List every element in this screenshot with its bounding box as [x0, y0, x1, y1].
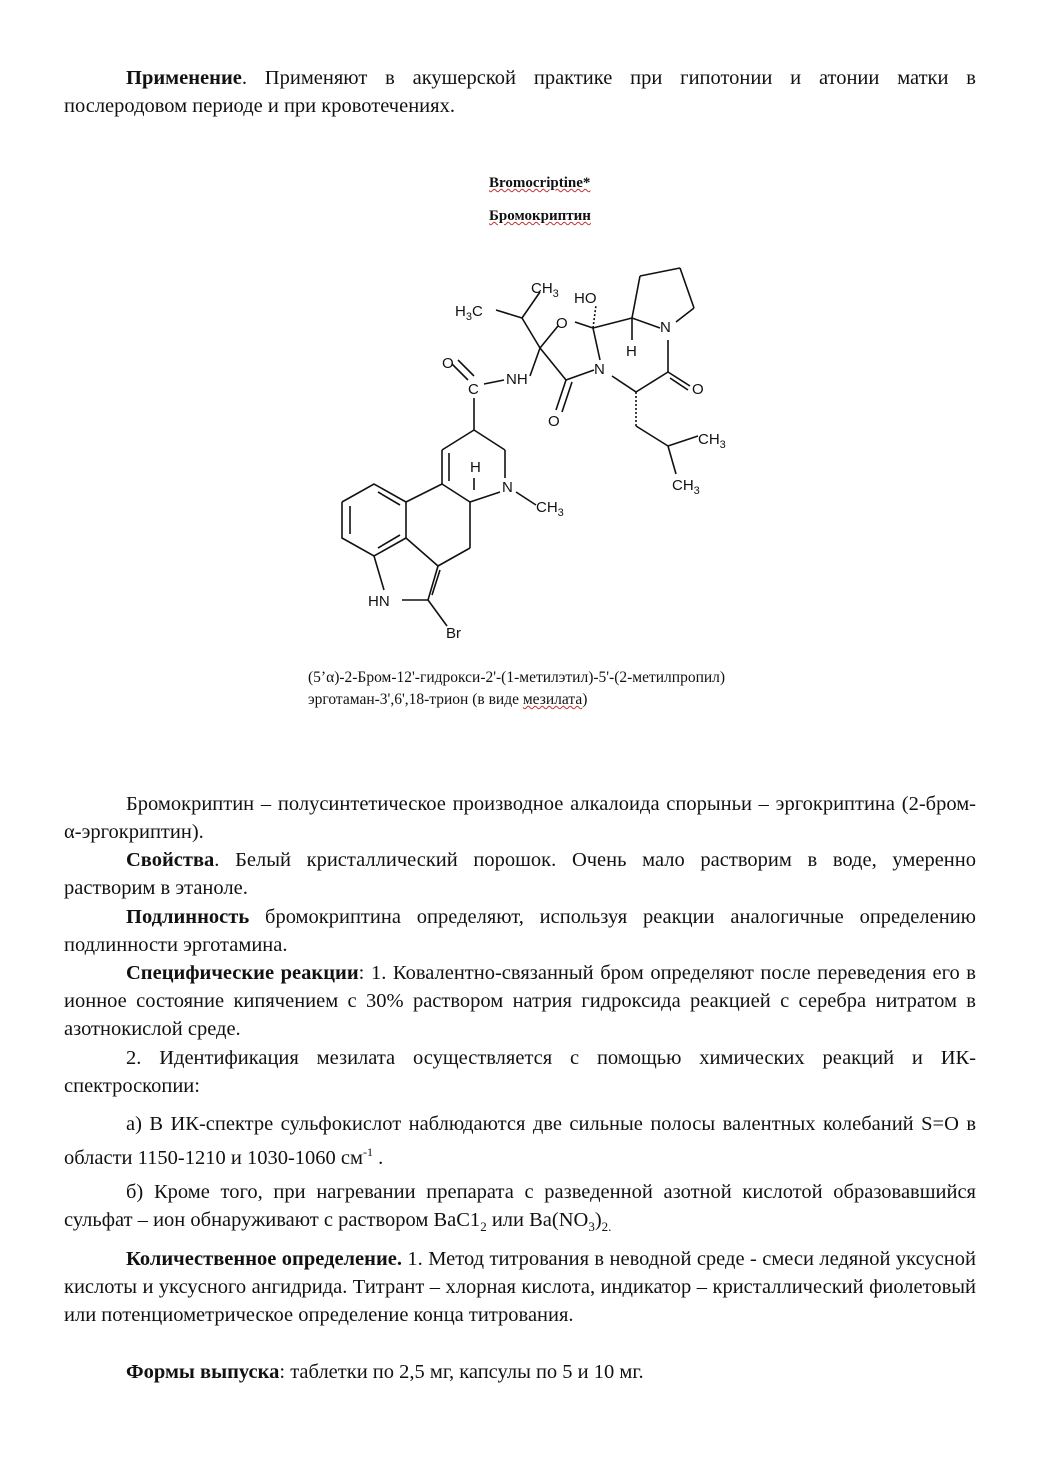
- label-o-ring: O: [556, 315, 568, 332]
- mesylate-paragraph: 2. Идентификация мезилата осуществляется с помощью химических реакций и ИК-спектроскопии:: [64, 1047, 976, 1097]
- label-h-lysergic: H: [470, 459, 481, 476]
- label-c-amide: C: [468, 381, 479, 398]
- label-nh: NH: [506, 371, 528, 388]
- application-text: . Применяют в акушерской практике при гипотонии и атонии матки в послеродовом периоде и при кровотечениях.: [64, 67, 976, 117]
- label-ch3-top: $CH_3$: [531, 280, 559, 300]
- application-heading: Применение: [126, 67, 242, 89]
- benzene-ring: [342, 484, 406, 556]
- bromocriptine-structure: [0, 240, 1039, 660]
- identity-paragraph: Подлинность бромокриптина определяют, используя реакции аналогичные определению подлинности эрготамина.: [64, 906, 976, 956]
- properties-paragraph: Свойства. Белый кристаллический порошок. Очень мало растворим в воде, умеренно растворим в этаноле.: [64, 849, 976, 899]
- application-paragraph: [64, 64, 976, 120]
- figure-title-ru: Бромокриптин: [489, 208, 591, 224]
- iupac-name-line2: эрготаман-3',6',18-трион (в виде мезилата): [308, 691, 588, 708]
- ir-spectrum-paragraph: а) В ИК-спектре сульфокислот наблюдаются две сильные полосы валентных колебаний S=O в области 1150-1210 и 1030-1060 $см^{-1}$ .: [64, 1113, 976, 1169]
- label-ch3-isobutyl-1: $CH_3$: [698, 431, 726, 451]
- label-o-lower: O: [548, 413, 560, 430]
- label-o-right: O: [692, 381, 704, 398]
- label-ch3-nmethyl: $CH_3$: [536, 499, 564, 519]
- label-ho: HO: [574, 290, 597, 307]
- label-n-methyl: N: [502, 479, 513, 496]
- label-h-ring: H: [626, 343, 637, 360]
- label-n-ring: N: [594, 361, 605, 378]
- label-n-pyrrolidine: N: [660, 319, 671, 336]
- label-hn: HN: [368, 593, 390, 610]
- sulfate-paragraph: б) Кроме того, при нагревании препарата с разведенной азотной кислотой образовавшийся сульфат – ион обнаруживают с раствором $BaC1_2$ или $Ba(NO_3)_{2.}$: [64, 1181, 976, 1235]
- label-h3c: $H_3C$: [455, 303, 483, 323]
- label-ch3-isobutyl-2: $CH_3$: [672, 477, 700, 497]
- label-br: Br: [446, 625, 461, 642]
- figure-title-en: Bromocriptine*: [489, 175, 591, 191]
- dosage-forms-paragraph: Формы выпуска: таблетки по 2,5 мг, капсулы по 5 и 10 мг.: [126, 1361, 644, 1383]
- quantitative-paragraph: Количественное определение. 1. Метод титрования в неводной среде - смеси ледяной уксусной кислоты и уксусного ангидрида. Титрант – хлорная кислота, индикатор – кристаллический фиолетовый или потенциометрическое определение конца титрования.: [64, 1248, 976, 1326]
- label-o-amide: O: [442, 355, 454, 372]
- specific-reactions-paragraph: Специфические реакции: 1. Ковалентно-связанный бром определяют после переведения его в ионное состояние кипячением с 30% раствором натрия гидроксида реакцией с серебра нитратом в азотнокислой среде.: [64, 962, 976, 1040]
- description-paragraph: Бромокриптин – полусинтетическое производное алкалоида спорыньи – эргокриптина (2-бром-α-эргокриптин).: [64, 793, 976, 843]
- iupac-name-line1: (5’α)-2-Бром-12'-гидрокси-2'-(1-метилэтил)-5'-(2-метилпропил): [308, 669, 726, 686]
